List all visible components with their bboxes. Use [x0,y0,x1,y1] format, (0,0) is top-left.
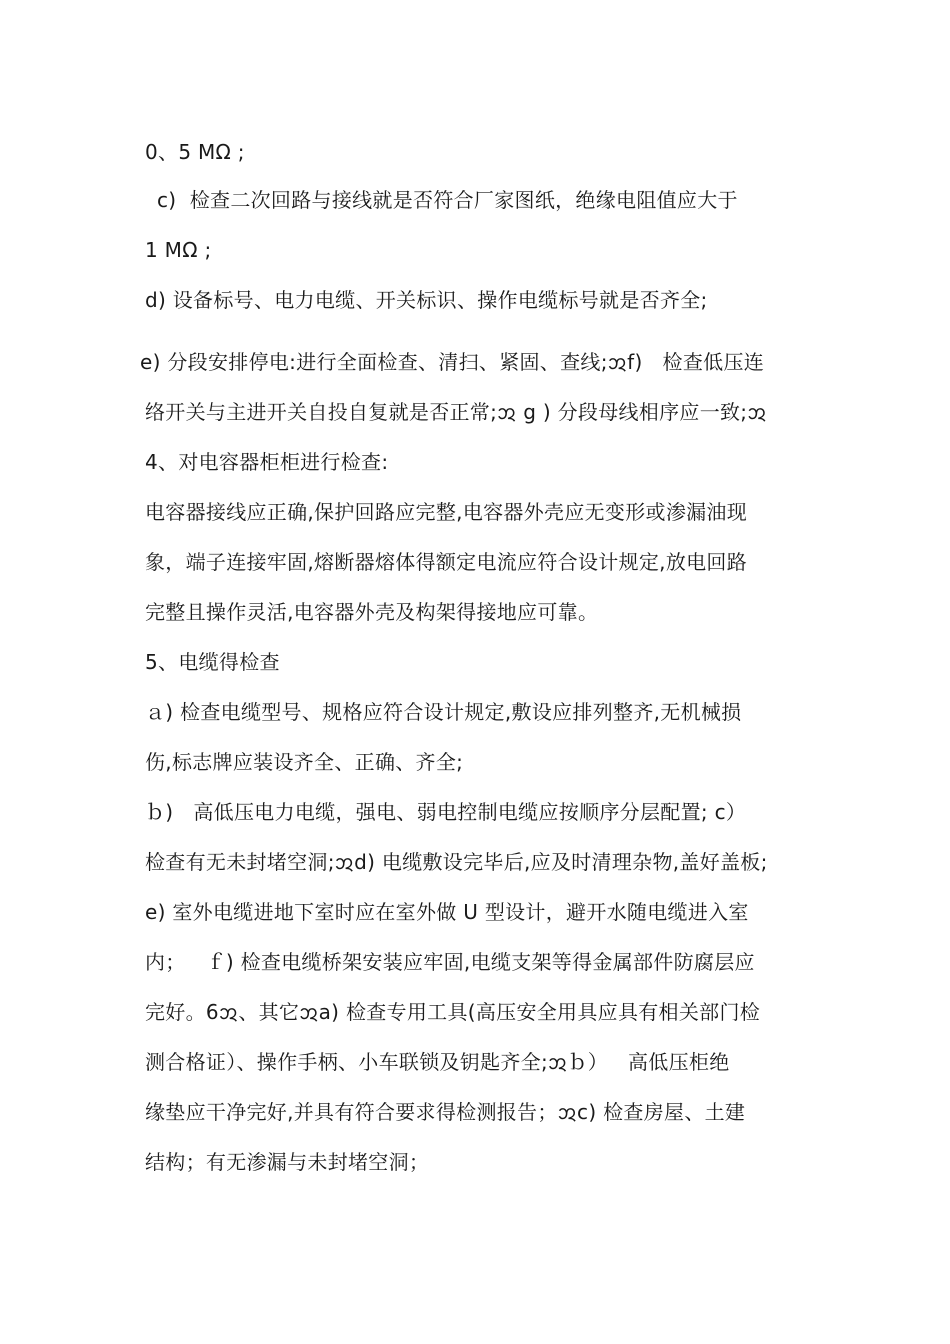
text-line: 完整且操作灵活,电容器外壳及构架得接地应可靠。 [145,600,599,624]
text-line: e) 分段安排停电:进行全面检查、清扫、紧固、查线;ᩋf) 检查低压连 [140,350,765,374]
text-line: 象，端子连接牢固,熔断器熔体得额定电流应符合设计规定,放电回路 [145,550,748,574]
text-line: 电容器接线应正确,保护回路应完整,电容器外壳应无变形或渗漏油现 [145,500,748,524]
text-line: ｂ) 高低压电力电缆，强电、弱电控制电缆应按顺序分层配置; c） [145,800,747,824]
text-line: 测合格证）、操作手柄、小车联锁及钥匙齐全;ᩋｂ） 高低压柜绝 [145,1050,730,1074]
text-line: d) 设备标号、电力电缆、开关标识、操作电缆标号就是否齐全; [145,288,708,312]
text-line: ａ) 检查电缆型号、规格应符合设计规定,敷设应排列整齐,无机械损 [145,700,742,724]
text-line: 络开关与主进开关自投自复就是否正常;ᩋ g ) 分段母线相序应一致;ᩋ [145,400,767,424]
text-line: e) 室外电缆进地下室时应在室外做 U 型设计，避开水随电缆进入室 [145,900,749,924]
section-heading: 5、电缆得检查 [145,650,280,674]
text-line: 检查有无未封堵空洞;ᩋd) 电缆敷设完毕后,应及时清理杂物,盖好盖板; [145,850,768,874]
text-line: c) 检查二次回路与接线就是否符合厂家图纸，绝缘电阻值应大于 [157,188,738,212]
text-line: 0、5 MΩ ; [145,140,245,164]
text-line: 缘垫应干净完好,并具有符合要求得检测报告；ᩋc) 检查房屋、土建 [145,1100,746,1124]
text-line: 结构；有无渗漏与未封堵空洞； [145,1150,430,1174]
text-line: 内； ｆ) 检查电缆桥架安装应牢固,电缆支架等得金属部件防腐层应 [145,950,755,974]
text-line: 1 MΩ ; [145,238,212,262]
section-heading: 4、对电容器柜柜进行检查: [145,450,389,474]
text-line: 伤,标志牌应装设齐全、正确、齐全; [145,750,464,774]
text-line: 完好。6ᩋ、其它ᩋa) 检查专用工具(高压安全用具应具有相关部门检 [145,1000,761,1024]
